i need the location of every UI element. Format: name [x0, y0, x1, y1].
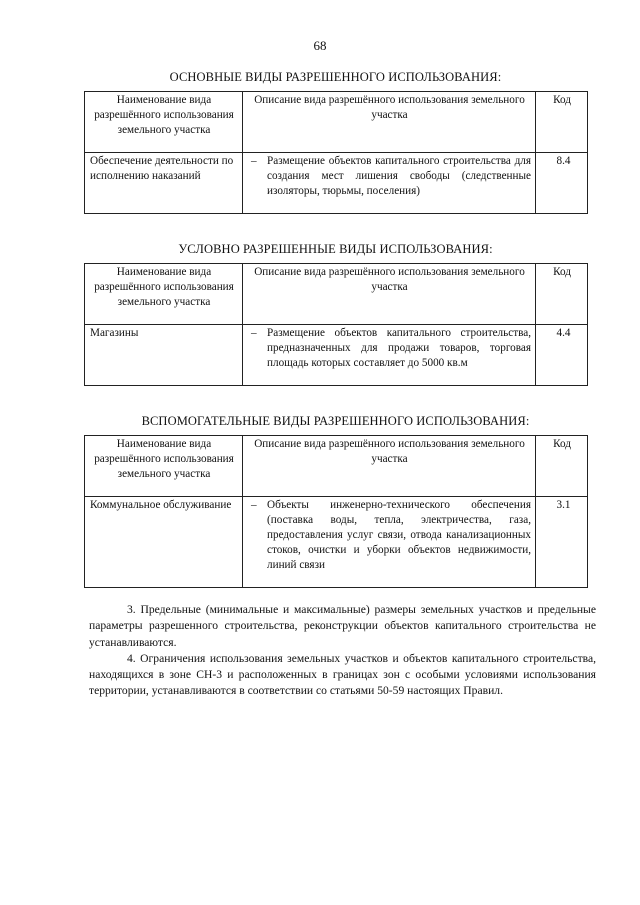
paragraph-3: 3. Предельные (минимальные и максимальные) размеры земельных участков и предельные параметры разрешенного строительства, реконструкции объектов капитального строительства не устанавливаются.	[89, 603, 596, 649]
use-name: Магазины	[85, 325, 243, 386]
section-title: ВСПОМОГАТЕЛЬНЫЕ ВИДЫ РАЗРЕШЕННОГО ИСПОЛЬЗОВАНИЯ:	[141, 414, 530, 428]
header-description: Описание вида разрешённого использования земельного участка	[243, 436, 536, 497]
section-main-uses	[84, 70, 587, 214]
list-dash: –	[251, 499, 257, 511]
table-header-row	[85, 436, 588, 497]
paragraph-4: 4. Ограничения использования земельных участков и объектов капитального строительства, находящихся в зоне СН-3 и расположенных в границах зон с особыми условиями использования территории, устанавливаются в соответствии со статьями 50-59 настоящих Правил.	[89, 651, 596, 698]
use-description-cell	[243, 497, 536, 588]
uses-table	[84, 263, 588, 386]
use-code: 3.1	[536, 497, 588, 588]
use-description: Размещение объектов капитального строительства, предназначенных для продажи товаров, торговая площадь которых составляет до 5000 кв.м	[267, 327, 531, 369]
use-description-cell	[243, 325, 536, 386]
header-code: Код	[536, 436, 588, 497]
section-title: ОСНОВНЫЕ ВИДЫ РАЗРЕШЕННОГО ИСПОЛЬЗОВАНИЯ:	[169, 70, 502, 84]
uses-table	[84, 435, 588, 588]
table-header-row	[85, 264, 588, 325]
page-number: 68	[313, 38, 327, 53]
section-title: УСЛОВНО РАЗРЕШЕННЫЕ ВИДЫ ИСПОЛЬЗОВАНИЯ:	[178, 242, 493, 256]
uses-table	[84, 91, 588, 214]
use-code: 4.4	[536, 325, 588, 386]
table-header-row	[85, 92, 588, 153]
header-name: Наименование вида разрешённого использования земельного участка	[85, 92, 243, 153]
header-description: Описание вида разрешённого использования земельного участка	[243, 264, 536, 325]
header-name: Наименование вида разрешённого использования земельного участка	[85, 436, 243, 497]
header-code: Код	[536, 264, 588, 325]
use-name: Обеспечение деятельности по исполнению наказаний	[85, 153, 243, 214]
header-description: Описание вида разрешённого использования земельного участка	[243, 92, 536, 153]
body-text	[89, 602, 596, 700]
table-row	[85, 325, 588, 386]
section-auxiliary-uses	[84, 414, 587, 588]
header-name: Наименование вида разрешённого использования земельного участка	[85, 264, 243, 325]
use-description: Размещение объектов капитального строительства для создания мест лишения свободы (следственные изоляторы, тюрьмы, поселения)	[267, 155, 531, 197]
list-dash: –	[251, 327, 257, 339]
section-conditional-uses	[84, 242, 587, 386]
use-description: Объекты инженерно-технического обеспечения (поставка воды, тепла, электричества, газа, предоставления услуг связи, отвода канализационных стоков, очистки и уборки объектов недвижимости, линий связи	[267, 499, 531, 571]
use-code: 8.4	[536, 153, 588, 214]
header-code: Код	[536, 92, 588, 153]
use-name: Коммунальное обслуживание	[85, 497, 243, 588]
table-row	[85, 497, 588, 588]
list-dash: –	[251, 155, 257, 167]
use-description-cell	[243, 153, 536, 214]
table-row	[85, 153, 588, 214]
